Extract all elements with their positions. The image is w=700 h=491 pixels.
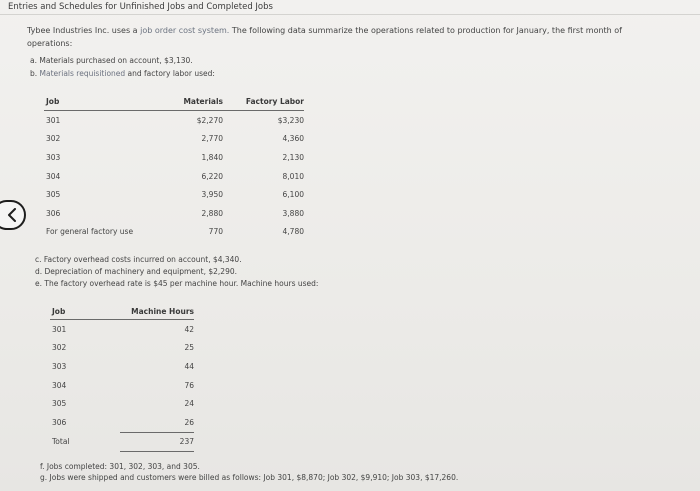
cell-job: 306 <box>52 418 67 428</box>
cell-job: 305 <box>46 190 61 200</box>
intro-post: The following data summarize the operations related to production for January, the first month of operations: <box>27 26 622 48</box>
cell-labor: 8,010 <box>282 171 304 181</box>
cell-hours: 42 <box>184 324 194 334</box>
page-heading: Entries and Schedules for Unfinished Jobs and Completed Jobs <box>8 2 273 12</box>
item-d-prefix: d. <box>35 267 45 276</box>
col-header-materials: Materials <box>166 93 223 111</box>
item-c-text: Factory overhead costs incurred on account, $4,340. <box>43 255 242 264</box>
item-a-prefix: a. <box>30 56 40 65</box>
cell-total-hours: 237 <box>120 432 194 452</box>
item-a <box>30 56 193 65</box>
table-row <box>50 413 194 432</box>
table-row <box>44 204 304 223</box>
cell-job: 304 <box>46 171 61 181</box>
table-total-row <box>50 432 194 452</box>
materials-labor-table <box>44 93 304 241</box>
cell-hours: 25 <box>184 343 194 353</box>
chevron-left-icon <box>7 208 17 222</box>
table-row <box>50 320 194 339</box>
cell-job: 302 <box>46 134 61 144</box>
table-row <box>44 167 304 186</box>
cell-hours: 24 <box>184 399 194 409</box>
cell-job: 305 <box>52 399 67 409</box>
col-header-job: Job <box>44 93 166 111</box>
table-row <box>44 111 304 130</box>
cell-materials: 6,220 <box>201 171 223 181</box>
table-row <box>44 130 304 149</box>
item-e <box>35 279 318 288</box>
cell-labor: 4,780 <box>282 227 304 237</box>
item-a-text: Materials purchased on account, $3,130. <box>39 56 193 65</box>
cell-labor: 3,880 <box>282 208 304 218</box>
cell-materials: $2,270 <box>196 115 223 125</box>
cell-job: 306 <box>46 208 61 218</box>
item-b <box>30 69 215 78</box>
cell-job: 302 <box>52 343 67 353</box>
table-row <box>50 376 194 395</box>
item-b-highlight-link[interactable]: Materials requisitioned <box>39 69 126 78</box>
item-e-prefix: e. <box>35 279 45 288</box>
cell-job: For general factory use <box>46 227 134 237</box>
cell-job: 304 <box>52 380 67 390</box>
cell-hours: 26 <box>120 413 194 432</box>
item-g-prefix: g. <box>40 473 50 482</box>
table-row <box>44 223 304 242</box>
cell-labor: 2,130 <box>282 152 304 162</box>
item-f <box>40 462 200 471</box>
cell-job: 303 <box>46 152 61 162</box>
item-b-text: and factory labor used: <box>125 69 215 78</box>
table-row <box>50 394 194 413</box>
cell-hours: 76 <box>184 380 194 390</box>
table-row <box>50 339 194 358</box>
item-d <box>35 267 237 276</box>
item-g-text: Jobs were shipped and customers were billed as follows: Job 301, $8,870; Job 302, $9,910; Job 303, $17,260. <box>49 473 459 482</box>
item-e-text: The factory overhead rate is $45 per machine hour. Machine hours used: <box>44 279 319 288</box>
table-row <box>44 185 304 204</box>
cell-labor: 6,100 <box>282 190 304 200</box>
cell-job: 301 <box>46 115 61 125</box>
cell-hours: 44 <box>184 361 194 371</box>
table-row <box>44 148 304 167</box>
cell-total-label: Total <box>52 437 70 447</box>
item-b-prefix: b. <box>30 69 40 78</box>
cell-materials: 770 <box>208 227 223 237</box>
heading-divider <box>0 14 700 15</box>
item-f-text: Jobs completed: 301, 302, 303, and 305. <box>46 462 200 471</box>
col-header-machine-hours: Machine Hours <box>120 303 194 320</box>
item-c-prefix: c. <box>35 255 44 264</box>
col-header-factory-labor: Factory Labor <box>223 93 304 111</box>
col-header-job: Job <box>50 303 120 320</box>
table-header-row <box>44 93 304 111</box>
item-c <box>35 255 242 264</box>
table-header-row <box>50 303 194 320</box>
item-g <box>40 473 458 482</box>
intro-paragraph <box>27 24 667 50</box>
cell-materials: 1,840 <box>201 152 223 162</box>
cell-labor: $3,230 <box>277 115 304 125</box>
intro-highlight-link[interactable]: job order cost system. <box>140 26 230 35</box>
cell-materials: 3,950 <box>201 190 223 200</box>
cell-materials: 2,770 <box>201 134 223 144</box>
cell-job: 303 <box>52 361 67 371</box>
item-f-prefix: f. <box>40 462 47 471</box>
table-row <box>50 357 194 376</box>
machine-hours-table <box>50 303 194 452</box>
item-d-text: Depreciation of machinery and equipment, $2,290. <box>44 267 237 276</box>
intro-pre: Tybee Industries Inc. uses a <box>27 26 141 35</box>
back-button[interactable] <box>0 200 26 230</box>
cell-labor: 4,360 <box>282 134 304 144</box>
cell-job: 301 <box>52 324 67 334</box>
cell-materials: 2,880 <box>201 208 223 218</box>
